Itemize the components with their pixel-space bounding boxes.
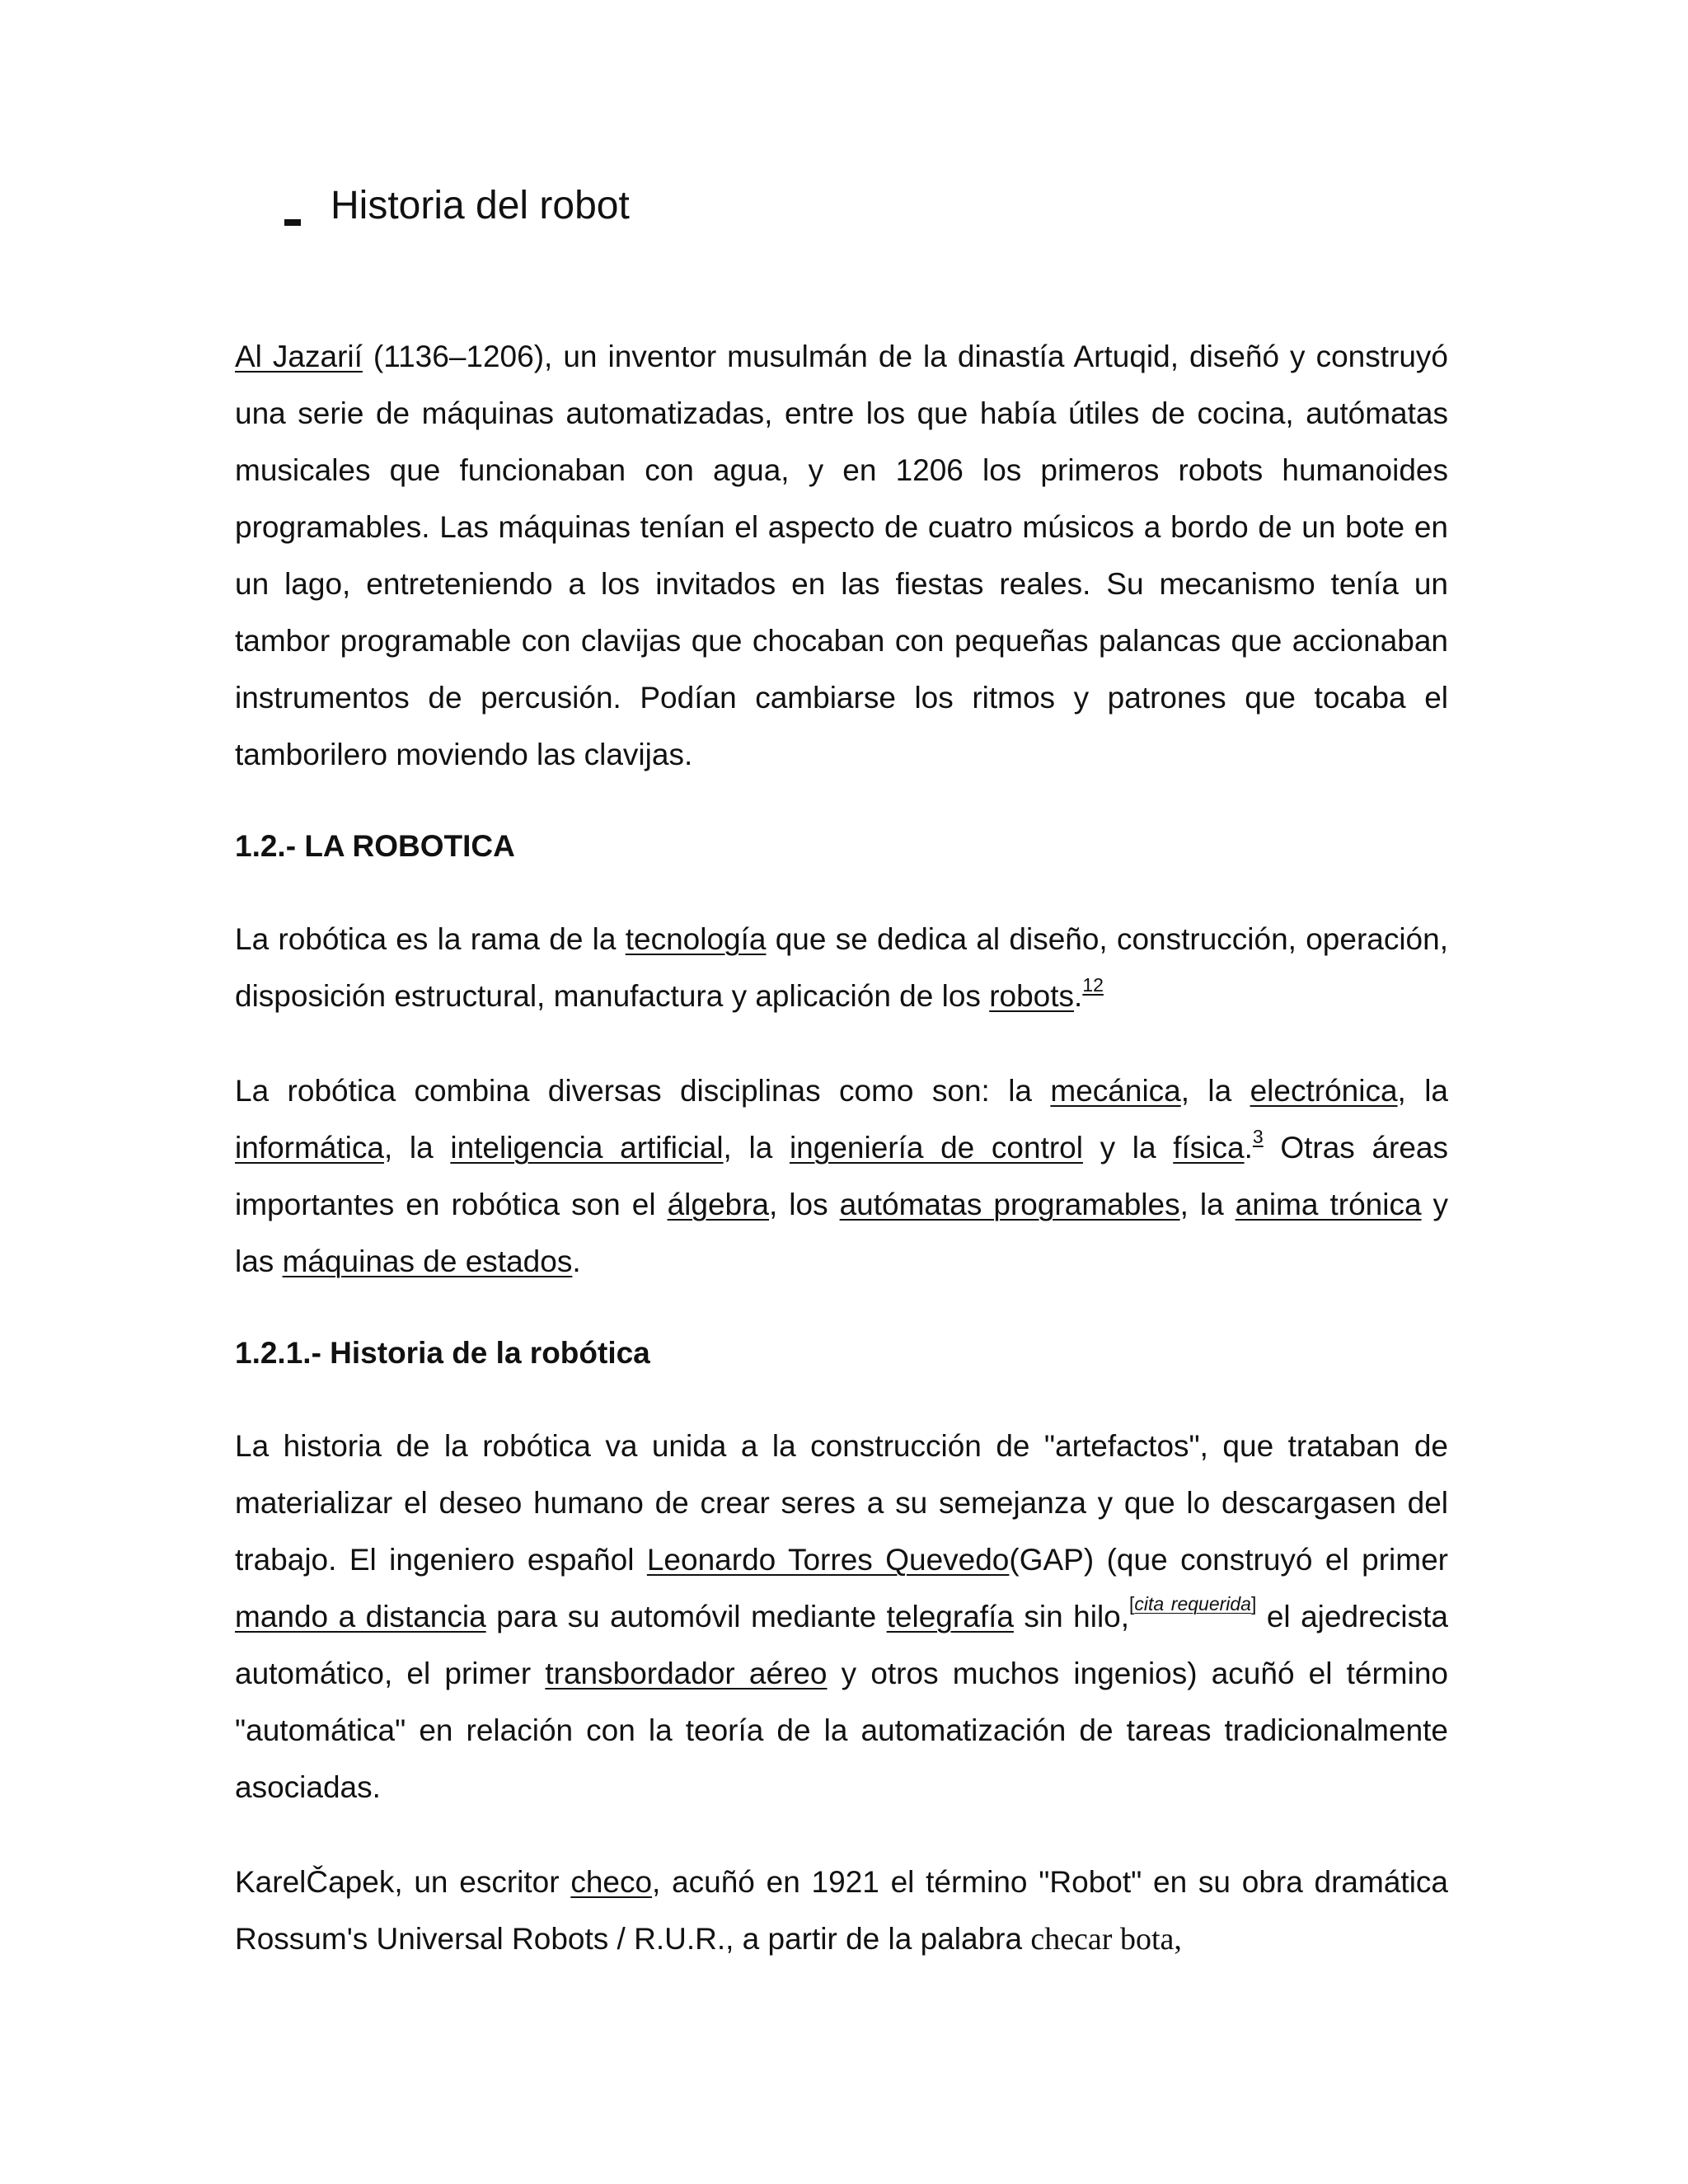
paragraph-text: , la [1180,1074,1250,1108]
paragraph-text: . [572,1244,581,1278]
paragraph-text: y la [1082,1131,1174,1165]
link-algebra[interactable]: álgebra [667,1188,769,1221]
paragraph-text: . [1074,979,1083,1013]
paragraph-text: . [1244,1131,1253,1165]
paragraph-text: La robótica es la rama de la [235,922,626,956]
link-tecnologia[interactable]: tecnología [625,922,767,956]
section-heading-robotica: 1.2.- LA ROBOTICA [235,829,515,863]
link-electronica[interactable]: electrónica [1250,1074,1398,1108]
link-ingenieria-de-control[interactable]: ingeniería de control [789,1131,1083,1165]
page-title: Historia del robot [331,184,630,227]
paragraph-text: Otras áreas importantes en robótica son el [235,1131,1448,1221]
link-leonardo-torres-quevedo[interactable]: Leonardo Torres Quevedo [646,1543,1010,1577]
paragraph-text: , la [723,1131,790,1165]
paragraph-text: y otros muchos ingenios) acuñó el término "automática" en relación con la teoría de la automatización de tareas tradicionalmente asociadas. [235,1657,1449,1804]
paragraph-text: La historia de la robótica va unida a la construcción de "artefactos", que trataban de materializar el deseo humano de crear seres a su semejanza y que lo descargasen del trabajo. El ingeniero español [235,1429,1448,1577]
link-inteligencia-artificial[interactable]: inteligencia artificial [450,1131,724,1165]
paragraph-text: , la [383,1131,451,1165]
paragraph-text: y las [235,1188,1449,1278]
paragraph-text: para su automóvil mediante [485,1600,887,1633]
paragraph-history [235,1418,1448,1816]
document-body [235,328,1448,1968]
paragraph-text: , acuñó en 1921 el término "Robot" en su obra dramática Rossum's Universal Robots / R.U.R., a partir de la palabra [235,1865,1448,1956]
section-heading-historia: 1.2.1.- Historia de la robótica [235,1336,650,1370]
paragraph-disciplines [235,1062,1448,1290]
citation-needed-link[interactable]: cita requerida [1134,1593,1251,1615]
paragraph-text: sin hilo, [1013,1600,1130,1633]
paragraph-text: La robótica combina diversas disciplinas como son: la [235,1074,1051,1108]
paragraph-text: (GAP) (que construyó el primer [1009,1543,1448,1577]
paragraph-al-jazari [235,328,1448,783]
link-checo[interactable]: checo [570,1865,653,1899]
link-informatica[interactable]: informática [235,1131,384,1165]
paragraph-text: el ajedrecista automático, el primer [235,1600,1449,1690]
paragraph-text: KarelČapek, un escritor [235,1865,571,1899]
paragraph-text-serif: checar bota, [1030,1922,1182,1957]
link-mando-a-distancia[interactable]: mando a distancia [235,1600,486,1633]
link-telegrafia[interactable]: telegrafía [886,1600,1014,1633]
paragraph-definition [235,911,1448,1024]
paragraph-capek [235,1854,1448,1968]
link-animatronica[interactable]: anima trónica [1235,1188,1422,1221]
paragraph-text: (1136–1206), un inventor musulmán de la dinastía Artuqid, diseñó y construyó una serie de máquinas automatizadas, entre los que había útiles de cocina, autómatas musicales que funcionaban con agua, y en 1206 los primeros robots humanoides programables. Las máquinas tenían el aspecto de cuatro músicos a bordo de un bote en un lago, entreteniendo a los invitados en las fiestas reales. Su mecanismo tenía un tambor programable con clavijas que chocaban con pequeñas palancas que accionaban instrumentos de percusión. Podían cambiarse los ritmos y patrones que tocaba el tamborilero moviendo las clavijas. [235,340,1448,771]
reference-link-12[interactable]: 12 [1082,974,1104,996]
paragraph-text: , la [1397,1074,1449,1108]
list-bullet-dash [284,219,301,226]
reference-link-3[interactable]: 3 [1252,1126,1264,1147]
paragraph-text: , los [769,1188,840,1221]
link-maquinas-de-estados[interactable]: máquinas de estados [282,1244,573,1278]
citation-needed: [cita requerida] [1129,1593,1257,1615]
link-al-jazari[interactable]: Al Jazarií [235,340,363,373]
link-transbordador-aereo[interactable]: transbordador aéreo [545,1657,828,1690]
link-mecanica[interactable]: mecánica [1050,1074,1181,1108]
paragraph-text: que se dedica al diseño, construcción, operación, disposición estructural, manufactura y aplicación de los [235,922,1448,1013]
link-automatas-programables[interactable]: autómatas programables [839,1188,1180,1221]
paragraph-text: , la [1179,1188,1236,1221]
link-fisica[interactable]: física [1173,1131,1245,1165]
link-robots[interactable]: robots [989,979,1075,1013]
